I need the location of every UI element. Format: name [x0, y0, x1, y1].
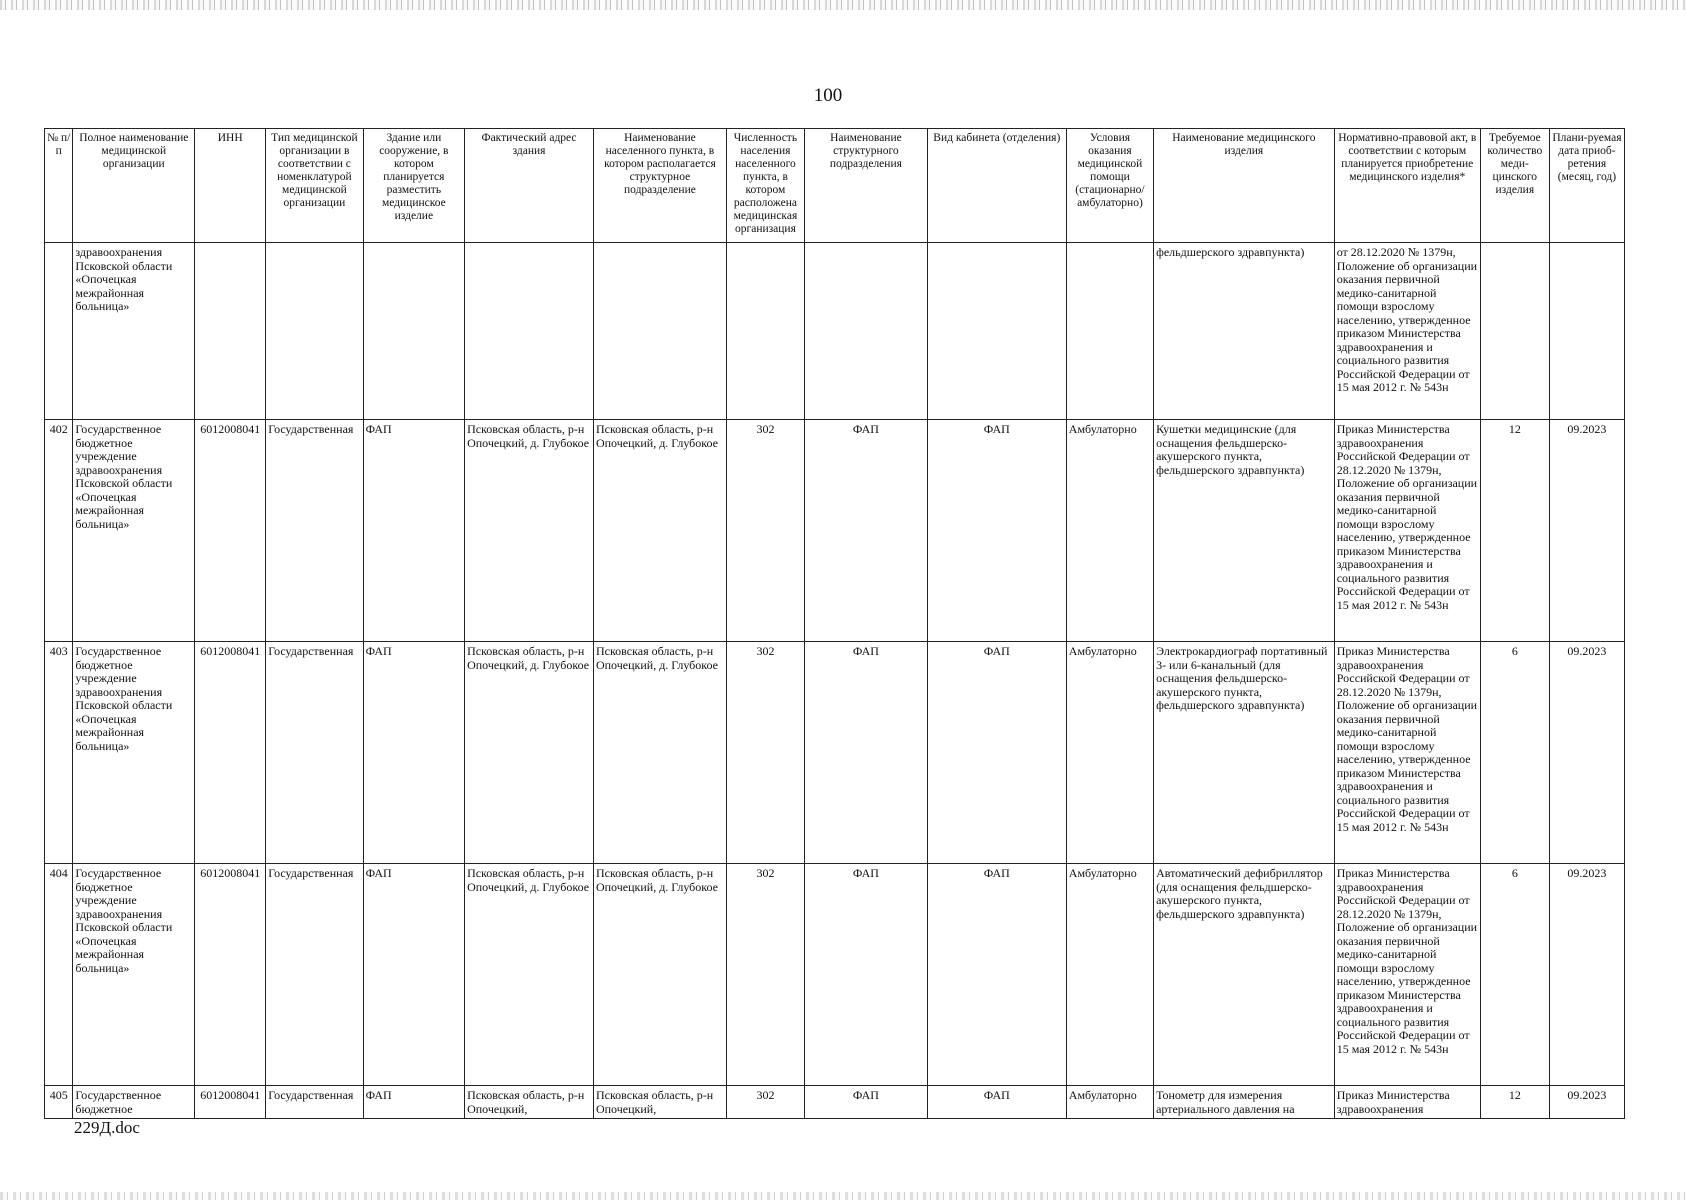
cell-settlement: Псковская область, р-н Опочецкий,: [593, 1086, 726, 1119]
header-org: Полное наименование медицинской организации: [73, 129, 195, 243]
cell-inn: 6012008041: [195, 864, 266, 1086]
table-row-truncated: [45, 1086, 1625, 1119]
cell-type: Государственная: [266, 1086, 363, 1119]
cell-act: Приказ Министерства здравоохранения: [1334, 1086, 1480, 1119]
header-conditions: Условия оказания медицинской помощи (стационарно/ амбулаторно): [1066, 129, 1153, 243]
cell-qty: 12: [1480, 420, 1549, 642]
cell-conditions: Амбулаторно: [1066, 864, 1153, 1086]
cell-date: 09.2023: [1549, 642, 1624, 864]
footer-filename: 229Д.doc: [74, 1118, 140, 1137]
cell-cabinet: ФАП: [927, 1086, 1066, 1119]
cell-num: 405: [45, 1086, 73, 1119]
header-settlement: Наименование населенного пункта, в котором располагается структурное подразделение: [593, 129, 726, 243]
cell-address: Псковская область, р-н Опочецкий, д. Глубокое: [465, 420, 594, 642]
cell-qty: 6: [1480, 642, 1549, 864]
cell-type: Государственная: [266, 642, 363, 864]
cell-unit: [805, 243, 928, 420]
cell-date: 09.2023: [1549, 420, 1624, 642]
scan-edge-bottom: [0, 1192, 1686, 1200]
cell-type: [266, 243, 363, 420]
cell-act: Приказ Министерства здравоохранения Российской Федерации от 28.12.2020 № 1379н, Положение об организации оказания первичной медико-санитарной помощи взрослому населению, утвержденное приказом Министерства здравоохранения и социального развития Российской Федерации от 15 мая 2012 г. № 543н: [1334, 864, 1480, 1086]
cell-date: 09.2023: [1549, 864, 1624, 1086]
cell-qty: 12: [1480, 1086, 1549, 1119]
cell-qty: 6: [1480, 864, 1549, 1086]
cell-building: ФАП: [363, 420, 464, 642]
header-qty: Требуемое количество меди-цинского изделия: [1480, 129, 1549, 243]
cell-num: 403: [45, 642, 73, 864]
cell-population: 302: [726, 1086, 804, 1119]
cell-cabinet: ФАП: [927, 420, 1066, 642]
cell-population: [726, 243, 804, 420]
cell-unit: ФАП: [805, 864, 928, 1086]
cell-device: Автоматический дефибриллятор (для оснащения фельдшерско-акушерского пункта, фельдшерского здравпункта): [1154, 864, 1335, 1086]
cell-device: Электрокардиограф портативный 3- или 6-канальный (для оснащения фельдшерско-акушерского пункта, фельдшерского здравпункта): [1154, 642, 1335, 864]
header-date: Плани-руемая дата приоб-ретения (месяц, год): [1549, 129, 1624, 243]
cell-device: Кушетки медицинские (для оснащения фельдшерско-акушерского пункта, фельдшерского здравпункта): [1154, 420, 1335, 642]
cell-inn: [195, 243, 266, 420]
cell-qty: [1480, 243, 1549, 420]
cell-population: 302: [726, 642, 804, 864]
cell-cabinet: ФАП: [927, 642, 1066, 864]
table-row: [45, 420, 1625, 642]
cell-unit: ФАП: [805, 1086, 928, 1119]
cell-address: [465, 243, 594, 420]
table-header: [45, 129, 1625, 243]
equipment-register-table: [44, 128, 1625, 1119]
cell-org: Государственное бюджетное: [73, 1086, 195, 1119]
table-row-continued: [45, 243, 1625, 420]
cell-address: Псковская область, р-н Опочецкий, д. Глубокое: [465, 642, 594, 864]
cell-settlement: Псковская область, р-н Опочецкий, д. Глубокое: [593, 642, 726, 864]
cell-inn: 6012008041: [195, 1086, 266, 1119]
scan-edge-top: [0, 0, 1686, 10]
page-number: 100: [813, 85, 843, 106]
cell-inn: 6012008041: [195, 642, 266, 864]
header-act: Нормативно-правовой акт, в соответствии с которым планируется приобретение медицинского изделия*: [1334, 129, 1480, 243]
cell-address: Псковская область, р-н Опочецкий,: [465, 1086, 594, 1119]
cell-conditions: [1066, 243, 1153, 420]
cell-settlement: [593, 243, 726, 420]
header-inn: ИНН: [195, 129, 266, 243]
cell-device: Тонометр для измерения артериального давления на: [1154, 1086, 1335, 1119]
table-row: [45, 864, 1625, 1086]
header-population: Численность населения населенного пункта, в котором расположена медицинская организация: [726, 129, 804, 243]
cell-population: 302: [726, 420, 804, 642]
cell-num: 402: [45, 420, 73, 642]
cell-unit: ФАП: [805, 642, 928, 864]
header-address: Фактический адрес здания: [465, 129, 594, 243]
cell-building: ФАП: [363, 642, 464, 864]
cell-act: Приказ Министерства здравоохранения Российской Федерации от 28.12.2020 № 1379н, Положение об организации оказания первичной медико-санитарной помощи взрослому населению, утвержденное приказом Министерства здравоохранения и социального развития Российской Федерации от 15 мая 2012 г. № 543н: [1334, 642, 1480, 864]
header-device: Наименование медицинского изделия: [1154, 129, 1335, 243]
cell-date: 09.2023: [1549, 1086, 1624, 1119]
cell-unit: ФАП: [805, 420, 928, 642]
cell-date: [1549, 243, 1624, 420]
cell-org: Государственное бюджетное учреждение здравоохранения Псковской области «Опочецкая межрайонная больница»: [73, 420, 195, 642]
cell-type: Государственная: [266, 420, 363, 642]
cell-cabinet: [927, 243, 1066, 420]
cell-address: Псковская область, р-н Опочецкий, д. Глубокое: [465, 864, 594, 1086]
cell-population: 302: [726, 864, 804, 1086]
cell-org: Государственное бюджетное учреждение здравоохранения Псковской области «Опочецкая межрайонная больница»: [73, 864, 195, 1086]
cell-num: 404: [45, 864, 73, 1086]
cell-num: [45, 243, 73, 420]
cell-act: Приказ Министерства здравоохранения Российской Федерации от 28.12.2020 № 1379н, Положение об организации оказания первичной медико-санитарной помощи взрослому населению, утвержденное приказом Министерства здравоохранения и социального развития Российской Федерации от 15 мая 2012 г. № 543н: [1334, 420, 1480, 642]
cell-settlement: Псковская область, р-н Опочецкий, д. Глубокое: [593, 420, 726, 642]
cell-conditions: Амбулаторно: [1066, 1086, 1153, 1119]
cell-settlement: Псковская область, р-н Опочецкий, д. Глубокое: [593, 864, 726, 1086]
header-type: Тип медицинской организации в соответствии с номенклатурой медицинской организации: [266, 129, 363, 243]
cell-org: Государственное бюджетное учреждение здравоохранения Псковской области «Опочецкая межрайонная больница»: [73, 642, 195, 864]
cell-inn: 6012008041: [195, 420, 266, 642]
cell-type: Государственная: [266, 864, 363, 1086]
cell-building: ФАП: [363, 864, 464, 1086]
cell-act: от 28.12.2020 № 1379н, Положение об организации оказания первичной медико-санитарной помощи взрослому населению, утвержденное приказом Министерства здравоохранения и социального развития Российской Федерации от 15 мая 2012 г. № 543н: [1334, 243, 1480, 420]
cell-conditions: Амбулаторно: [1066, 642, 1153, 864]
cell-building: ФАП: [363, 1086, 464, 1119]
cell-device: фельдшерского здравпункта): [1154, 243, 1335, 420]
cell-building: [363, 243, 464, 420]
header-building: Здание или сооружение, в котором планируется разместить медицинское изделие: [363, 129, 464, 243]
header-unit: Наименование структурного подразделения: [805, 129, 928, 243]
header-num: № п/п: [45, 129, 73, 243]
cell-org: здравоохранения Псковской области «Опочецкая межрайонная больница»: [73, 243, 195, 420]
header-cabinet: Вид кабинета (отделения): [927, 129, 1066, 243]
cell-cabinet: ФАП: [927, 864, 1066, 1086]
cell-conditions: Амбулаторно: [1066, 420, 1153, 642]
table-row: [45, 642, 1625, 864]
